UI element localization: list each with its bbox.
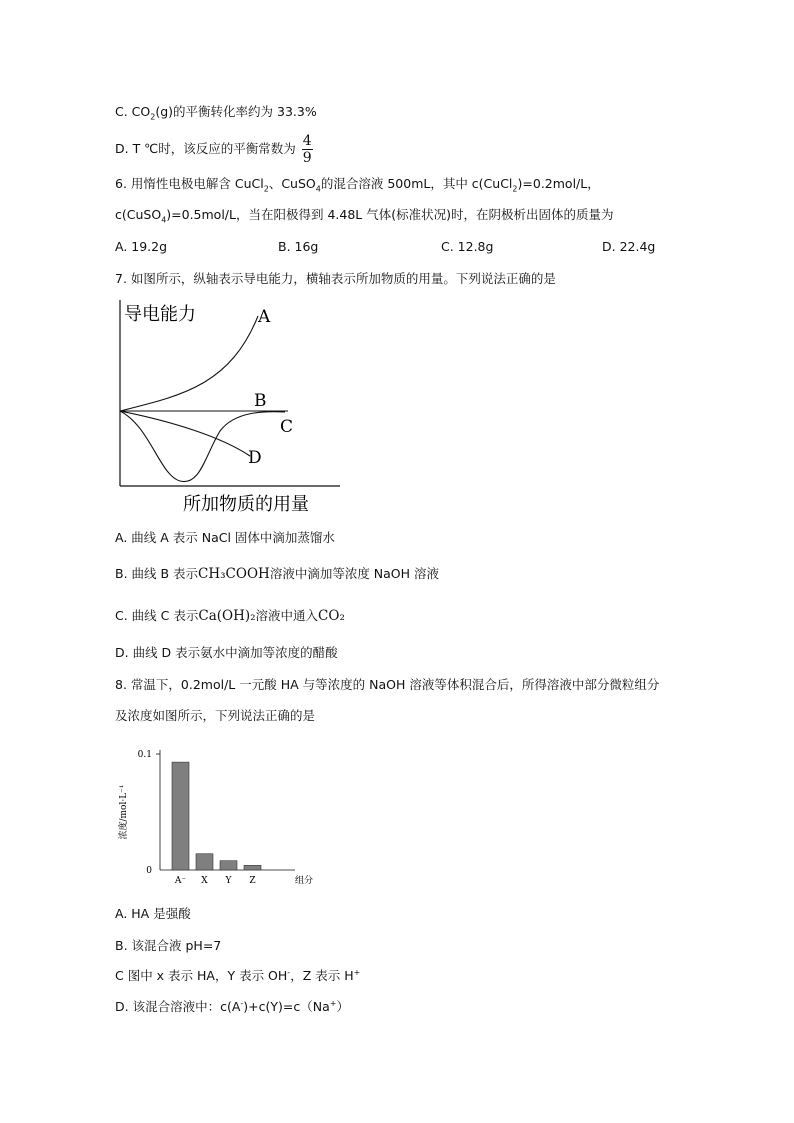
curve-c xyxy=(120,411,285,482)
q8-option-c: C 图中 x 表示 HA，Y 表示 OH-，Z 表示 H+ xyxy=(115,967,361,983)
q8-option-b: B. 该混合液 pH=7 xyxy=(115,938,222,953)
q6-stem-line2: c(CuSO$_4$)=0.5mol/L，当在阳极得到 4.48L 气体(标准状况)时，在阴极析出固体的质量为 xyxy=(115,207,614,225)
q6-option-b: B. 16g xyxy=(278,239,319,254)
category-label-1: X xyxy=(201,876,208,886)
conductivity-graph xyxy=(110,296,350,518)
q6-stem-line1: 6. 用惰性电极电解含 CuCl$_2$、CuSO$_4$的混合溶液 500mL，其中 c(CuCl$_2$)=0.2mol/L， xyxy=(115,176,600,194)
q8-stem-line1: 8. 常温下，0.2mol/L 一元酸 HA 与等浓度的 NaOH 溶液等体积混合后，所得溶液中部分微粒组分 xyxy=(115,677,660,692)
q7-option-c: C. 曲线 C 表示Ca(OH)₂溶液中通入CO₂ xyxy=(115,608,345,624)
category-label-2: Y xyxy=(225,876,232,886)
bar-2 xyxy=(220,861,237,870)
q6-option-c: C. 12.8g xyxy=(441,239,494,254)
category-label-0: A⁻ xyxy=(174,876,187,886)
fraction-4-9: $\frac{4}{9}$ xyxy=(302,133,312,166)
q8-option-a: A. HA 是强酸 xyxy=(115,906,191,921)
curve-label-c: C xyxy=(280,417,294,437)
bar-3 xyxy=(244,865,261,870)
bar-0 xyxy=(172,762,189,870)
concentration-bar-chart xyxy=(110,742,330,892)
y-tick-label-top: 0.1 xyxy=(137,750,152,760)
y-axis-label: 导电能力 xyxy=(124,304,196,325)
bar-1 xyxy=(196,854,213,870)
curve-label-b: B xyxy=(254,391,267,411)
curve-a xyxy=(120,316,258,411)
q7-option-b: B. 曲线 B 表示CH₃COOH溶液中滴加等浓度 NaOH 溶液 xyxy=(115,566,440,582)
q6-option-d: D. 22.4g xyxy=(602,239,656,254)
q5-option-d: D. T ℃时，该反应的平衡常数为 $\frac{4}{9}$ xyxy=(115,133,312,166)
category-label-3: Z xyxy=(249,876,256,886)
y-axis-label: 浓度/mol·L⁻¹ xyxy=(119,784,129,840)
curve-label-d: D xyxy=(248,448,262,468)
q7-option-a: A. 曲线 A 表示 NaCl 固体中滴加蒸馏水 xyxy=(115,530,335,545)
q7-option-d: D. 曲线 D 表示氨水中滴加等浓度的醋酸 xyxy=(115,645,338,660)
x-axis-label: 所加物质的用量 xyxy=(183,494,309,515)
q5-option-c: C. $CO_2(g)$的平衡转化率约为 33.3% xyxy=(115,104,317,122)
curve-label-a: A xyxy=(258,307,271,327)
y-tick-label-zero: 0 xyxy=(146,866,152,876)
q8-stem-line2: 及浓度如图所示，下列说法正确的是 xyxy=(115,708,316,723)
curve-d xyxy=(120,411,250,456)
q7-stem: 7. 如图所示，纵轴表示导电能力，横轴表示所加物质的用量。下列说法正确的是 xyxy=(115,271,556,286)
q6-option-a: A. 19.2g xyxy=(115,239,168,254)
x-axis-label: 组分 xyxy=(295,876,314,886)
q8-option-d: D. 该混合溶液中：c(A-)+c(Y)=c（Na+） xyxy=(115,998,349,1014)
